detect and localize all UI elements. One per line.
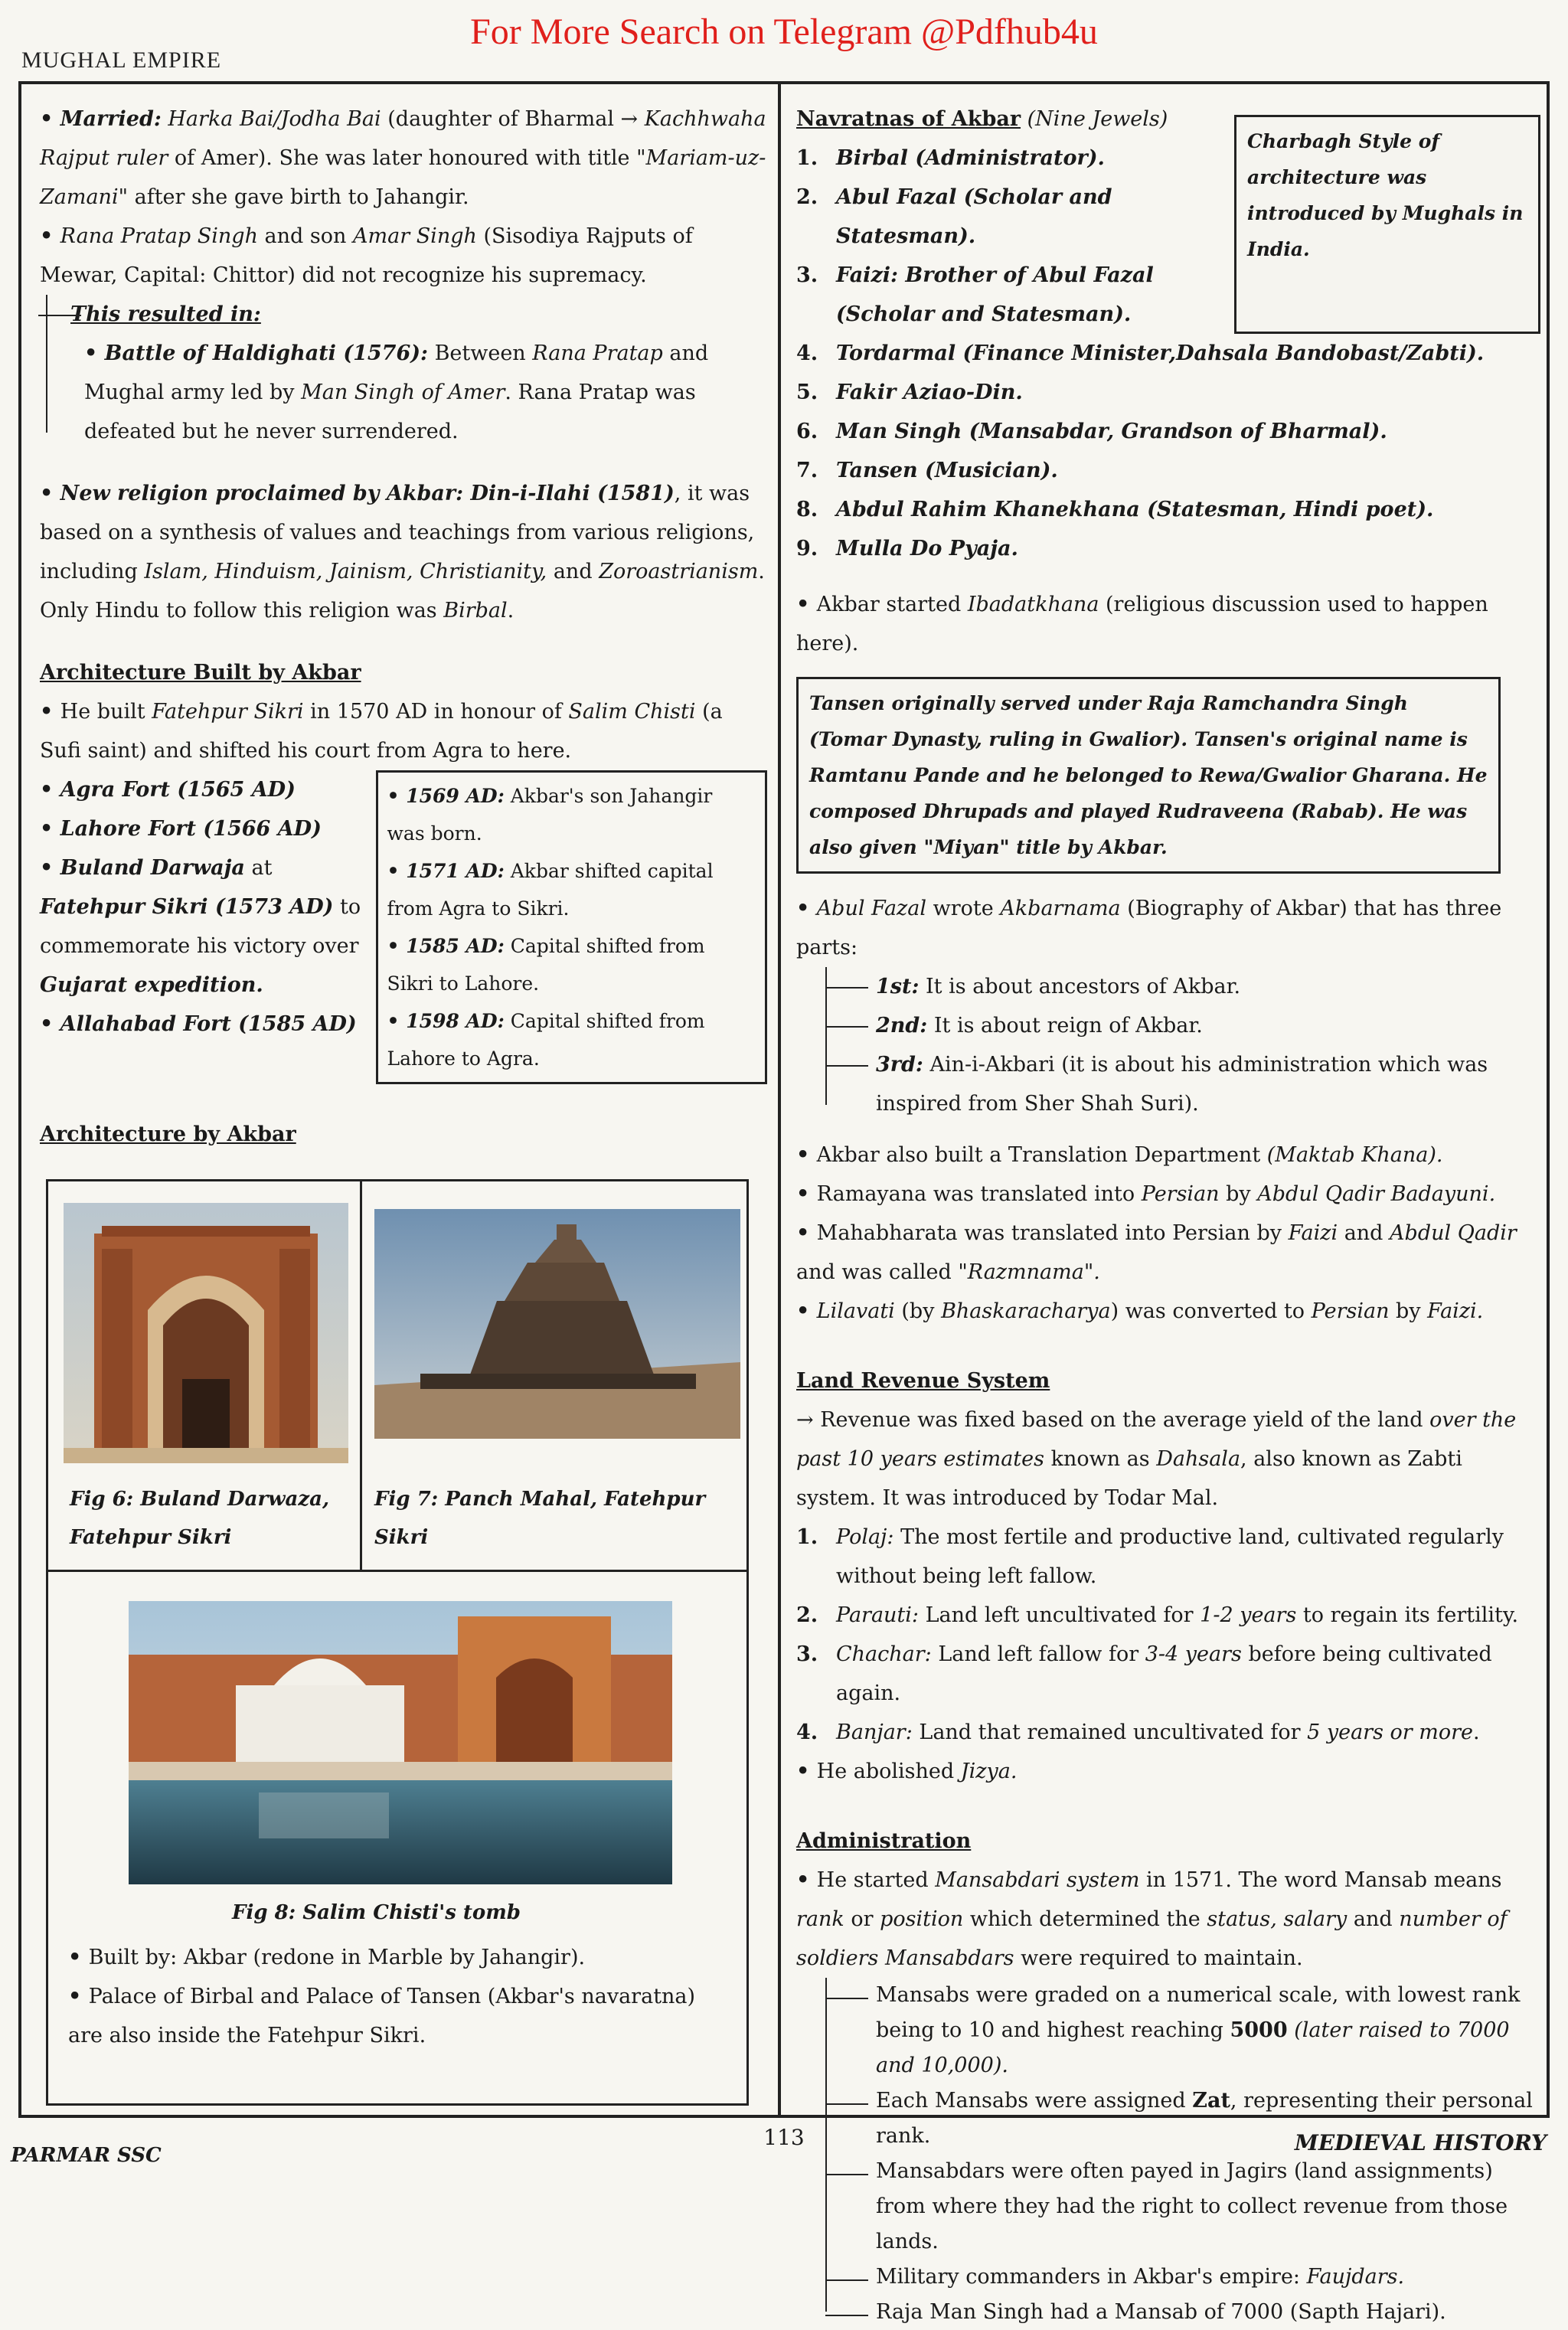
mansab-node [853,2295,1540,2330]
telegram-banner: For More Search on Telegram @Pdfhub4u [470,11,1098,52]
fig6-caption: Fig 6: Buland Darwaza, Fatehpur Sikri [70,1488,330,1549]
jizya-t1: He abolished [816,1760,961,1783]
land-years: 1-2 years [1200,1603,1297,1627]
lilavati-author: Bhaskaracharya [941,1299,1111,1323]
node-t1: Mansabdars were often payed in Jagirs (land assignments) from where they had the right to collect revenue from those lands. [876,2159,1508,2253]
navratna-item [796,139,1223,178]
navratna-item [796,412,1540,451]
ramayana-t2: by [1219,1182,1258,1206]
timeline-year: 1585 AD: [406,935,505,957]
religion-t1: , it was based on a synthesis of values and teachings from various religions, including [40,482,755,583]
translation-para [796,1136,1540,1175]
timeline-year: 1569 AD: [406,785,505,807]
land-years: 5 years or more [1307,1721,1474,1744]
item-number: 9. [796,537,818,560]
timeline-text: Akbar shifted capital from Agra to Sikri. [387,860,714,920]
item-number: 2. [796,1603,818,1627]
lilavati-name: Lilavati [816,1299,895,1323]
part-text: It is about reign of Akbar. [927,1014,1203,1038]
timeline-item [387,1002,756,1077]
node-i: Faujdars. [1306,2265,1405,2289]
married-label: Married: [60,107,162,131]
item-number: 7. [796,459,818,482]
item-text: Tansen (Musician). [836,459,1058,482]
timeline-item [387,927,756,1002]
resulted-node [66,295,767,334]
kachhwaha: Kachhwaha Rajput ruler [40,107,766,170]
fig7-caption: Fig 7: Panch Mahal, Fatehpur Sikri [374,1488,706,1549]
akbarnama-author: Abul Fazal [816,897,927,920]
navratna-item [796,178,1223,256]
built-by-note: • Built by: Akbar (redone in Marble by Jahangir). [68,1938,727,1977]
land-types [796,1518,1540,1752]
item-text: Abdul Rahim Khanekhana (Statesman, Hindi poet). [836,498,1434,521]
part-text: It is about ancestors of Akbar. [919,975,1241,998]
navratnas-sub: (Nine Jewels) [1021,107,1168,131]
married-t2: of Amer). She was later honoured with title [168,146,637,170]
right-column [796,100,1540,2330]
figure-grid [46,1179,749,2106]
mb-n1: Faizi [1288,1221,1338,1245]
footer-publisher: PARMAR SSC [11,2144,162,2167]
fig6-cell [48,1181,362,1572]
lilavati-para [796,1292,1540,1331]
navratnas-top [796,100,1540,334]
mansab-t5: and [1347,1907,1400,1931]
religion-t3: . Only Hindu to follow this religion was [40,560,765,623]
item-number: 4. [796,341,818,365]
akbarnama-book: Akbarnama [1000,897,1121,920]
navratna-item [796,334,1540,373]
dahsala: Dahsala [1156,1447,1241,1471]
married-names: Harka Bai/Jodha Bai [168,107,381,131]
amar-name: Amar Singh [353,224,477,248]
item-number: 4. [796,1721,818,1744]
ibadat-t1: Akbar started [816,593,968,616]
mansab-t7: were required to maintain. [1014,1946,1303,1970]
land-name: Chachar: [836,1642,932,1666]
timeline-item [387,777,756,852]
item-number: 8. [796,498,818,521]
land-t3: , also known as Zabti system. It was introduced by Todar Mal. [796,1447,1462,1510]
akbarnama-t1: wrote [926,897,1001,920]
haldighati-t2: and Mughal army led by [84,341,709,404]
node-i: (later raised to 7000 and 10,000). [876,2018,1510,2077]
rana-para [40,217,767,295]
timeline-text: Akbar's son Jahangir was born. [387,785,713,845]
node-t1: Each Mansabs were assigned [876,2089,1193,2113]
buland-t1: at [244,856,273,880]
land-years: 3-4 years [1145,1642,1242,1666]
land-name: Banjar: [836,1721,913,1744]
mansab-node [853,1978,1540,2083]
fort-item: • Agra Fort (1565 AD) [40,770,364,809]
haldighati-ms: Man Singh of Amer [301,381,505,404]
item-number: 5. [796,381,818,404]
footer-subject: MEDIEVAL HISTORY [1294,2130,1547,2155]
navratnas-heading: Navratnas of Akbar [796,107,1021,131]
akbarnama-parts [819,967,1540,1123]
land-revenue-heading: Land Revenue System [796,1369,1050,1393]
akbarnama-part [853,1045,1540,1123]
mansab-position: position [880,1907,964,1931]
navratnas-block [796,100,1223,334]
resulted-label: This resulted in: [70,302,261,326]
land-text2: before being cultivated again. [836,1642,1492,1705]
fatehpur-t3: (a Sufi saint) and shifted his court from Agra to here. [40,700,723,763]
salim-chisti: Salim Chisti [568,700,696,724]
timeline-year: 1598 AD: [406,1010,505,1032]
land-type [796,1713,1540,1752]
timeline-item [387,852,756,927]
ramayana-translator: Abdul Qadir Badayuni. [1257,1182,1496,1206]
item-number: 3. [796,263,818,287]
panch-mahal-image [374,1209,740,1439]
item-number: 1. [796,146,818,170]
node-b: Zat [1192,2089,1230,2113]
fatehpur-t2: in 1570 AD in honour of [303,700,569,724]
buland-t2: to commemorate his victory over [40,895,361,958]
node-t1: Raja Man Singh had a Mansab of 7000 (Sapth Hajari). [876,2300,1446,2324]
land-text: The most fertile and productive land, cultivated regularly without being left fallow. [836,1525,1504,1588]
navratna-item [796,256,1223,334]
jizya-name: Jizya. [960,1760,1018,1783]
mb-n2: Abdul Qadir [1390,1221,1517,1245]
mansab-t2: in 1571. The word Mansab means [1139,1868,1502,1892]
item-text: Man Singh (Mansabdar, Grandson of Bharmal). [836,420,1387,443]
mansab-status: status, salary [1207,1907,1348,1931]
timeline-year: 1571 AD: [406,860,505,882]
node-t2 [1288,2018,1295,2042]
buland-darwaza-image [64,1203,348,1463]
item-text: Abul Fazal (Scholar and Statesman). [836,185,1112,248]
married-t3: after she gave birth to Jahangir. [128,185,469,209]
religion-label: New religion proclaimed by Akbar: Din-i-Ilahi (1581) [60,482,675,505]
mahabharata-para [796,1214,1540,1292]
timeline-text: Capital shifted from Lahore to Agra. [387,1010,705,1070]
ibadat-name: Ibadatkhana [967,593,1099,616]
land-type [796,1635,1540,1713]
akbarnama-t2: (Biography of Akbar) that has three parts: [796,897,1502,959]
religion-zor: Zoroastrianism [599,560,759,583]
religion-list: Islam, Hinduism, Jainism, Christianity, [144,560,547,583]
part-label: 2nd: [876,1014,928,1038]
item-number: 1. [796,1525,818,1549]
part-label: 3rd: [876,1053,923,1077]
mansab-node [853,2154,1540,2260]
item-text: Birbal (Administrator). [836,146,1105,170]
allahabad-fort: • Allahabad Fort (1585 AD) [40,1005,364,1044]
tansen-box: Tansen originally served under Raja Ramchandra Singh (Tomar Dynasty, ruling in Gwalior). Tansen's original name is Ramtanu Pande and he belonged to Rewa/Gwalior Gharana. He composed Dhrupads and played Rudraveena (Rabab). He was also given "Miyan" title by Akbar. [796,677,1501,874]
charbagh-box: Charbagh Style of architecture was introduced by Mughals in India. [1234,115,1540,334]
haldighati-rp: Rana Pratap [532,341,663,365]
rana-t2: (Sisodiya Rajputs of Mewar, Capital: Chittor) did not recognize his supremacy. [40,224,693,287]
ramayana-para [796,1175,1540,1214]
translation-t1: Akbar also built a Translation Department [816,1143,1267,1167]
mansab-para [796,1861,1540,1978]
node-b: 5000 [1230,2018,1288,2042]
palace-note: • Palace of Birbal and Palace of Tansen (Akbar's navaratna) are also inside the Fatehpur Sikri. [68,1977,727,2055]
lilavati-t3: by [1389,1299,1428,1323]
land-intro [796,1400,1540,1518]
item-text: Fakir Aziao-Din. [836,381,1023,404]
item-number: 3. [796,1642,818,1666]
running-head: MUGHAL EMPIRE [21,47,222,73]
land-type [796,1596,1540,1635]
land-t1: → Revenue was fixed based on the average yield of the land [796,1408,1430,1432]
land-type [796,1518,1540,1596]
religion-para [40,474,767,630]
part-label: 1st: [876,975,920,998]
item-text: Tordarmal (Finance Minister,Dahsala Bandobast/Zabti). [836,341,1485,365]
navratna-item [796,490,1540,529]
fig7-cell [362,1181,749,1572]
lilavati-t1: (by [894,1299,942,1323]
administration-heading: Administration [796,1829,972,1853]
item-text: Mulla Do Pyaja. [836,537,1018,560]
timeline-text: Capital shifted from Sikri to Lahore. [387,935,705,995]
navratna-item [796,373,1540,412]
land-name: Polaj: [836,1525,894,1549]
akbarnama-part [853,967,1540,1006]
land-t2: known as [1044,1447,1157,1471]
forts-list [40,770,364,1084]
mansab-t1: He started [816,1868,936,1892]
mariam-title: "Mariam-uz-Zamani" [40,146,766,209]
mansab-system: Mansabdari system [935,1868,1140,1892]
mansab-rank: rank [796,1907,844,1931]
land-text: Land left fallow for [931,1642,1145,1666]
timeline-box [376,770,767,1084]
buland-para [40,848,364,1005]
fatehpur-name: Fatehpur Sikri [152,700,304,724]
navratna-item [796,529,1540,568]
land-text: Land left uncultivated for [919,1603,1200,1627]
mansab-node [853,2260,1540,2295]
item-number: 2. [796,185,818,209]
religion-t4: . [507,599,514,623]
married-t1: (daughter of Bharmal → [381,107,645,131]
ibadatkhana-para [796,585,1540,663]
fatehpur-t1: He built [60,700,152,724]
page-number: 113 [763,2125,805,2150]
akbarnama-part [853,1006,1540,1045]
fatehpur-para [40,692,767,770]
node-t2: , representing their personal rank. [876,2089,1533,2148]
mansabdars: Mansabdars [885,1946,1014,1970]
ramayana-t1: Ramayana was translated into [816,1182,1142,1206]
fort-item: • Lahore Fort (1566 AD) [40,809,364,848]
lilavati-t2: ) was converted to [1110,1299,1312,1323]
haldighati-para [66,334,767,451]
razmnama: "Razmnama". [958,1260,1100,1284]
religion-birbal: Birbal [443,599,508,623]
religion-t2: and [547,560,599,583]
land-text2: to regain its fertility. [1296,1603,1519,1627]
ibadat-t2: (religious discussion used to happen here). [796,593,1488,655]
haldighati-t1: Between [427,341,533,365]
rana-name: Rana Pratap Singh [60,224,258,248]
jizya-para [796,1752,1540,1791]
fig8-cell [48,1572,749,2106]
mb-t1: Mahabharata was translated into Persian by [816,1221,1289,1245]
mb-t3: and was called [796,1260,959,1284]
land-text: Land that remained uncultivated for [912,1721,1308,1744]
haldighati-label: Battle of Haldighati (1576): [104,341,428,365]
node-t1: Military commanders in Akbar's empire: [876,2265,1307,2289]
land-text2: . [1473,1721,1480,1744]
mansab-t6 [878,1946,885,1970]
lilavati-lang: Persian [1311,1299,1390,1323]
node-t1: Mansabs were graded on a numerical scale, with lowest rank being to 10 and highest reaching [876,1983,1521,2042]
architecture-heading: Architecture Built by Akbar [40,661,361,685]
married-para [40,100,767,217]
lilavati-by: Faizi. [1427,1299,1484,1323]
navratna-item [796,451,1540,490]
item-number: 6. [796,420,818,443]
buland-fs: Fatehpur Sikri (1573 AD) [40,895,334,919]
buland-label: Buland Darwaja [60,856,245,880]
forts-and-timeline [40,770,767,1084]
akbarnama-para [796,889,1540,967]
fig8-notes [68,1938,727,2055]
buland-gj: Gujarat expedition. [40,973,263,997]
land-name: Parauti: [836,1603,920,1627]
resulted-tree [40,295,767,451]
mansab-soldiers: number of soldiers [796,1907,1508,1970]
mansab-t4: which determined the [963,1907,1207,1931]
part-text: Ain-i-Akbari (it is about his administration which was inspired from Sher Shah Suri). [876,1053,1488,1116]
navratnas-heading-line [796,100,1223,139]
land-it: over the past 10 years estimates [796,1408,1517,1471]
architecture-by-heading: Architecture by Akbar [40,1123,296,1146]
mansab-t3: or [844,1907,880,1931]
left-column [40,100,767,1154]
rana-t1: and son [257,224,353,248]
navratnas-list-cont [796,334,1540,568]
ramayana-lang: Persian [1141,1182,1220,1206]
haldighati-t3: . Rana Pratap was defeated but he never surrendered. [84,381,696,443]
mb-t2: and [1338,1221,1390,1245]
item-text: Faizi: Brother of Abul Fazal (Scholar and Statesman). [836,263,1154,326]
column-divider [778,81,781,2118]
maktab-khana: (Maktab Khana). [1266,1143,1443,1167]
navratnas-list [796,139,1223,334]
salim-chisti-tomb-image [129,1601,672,1884]
fig8-caption: Fig 8: Salim Chisti's tomb [232,1901,521,1924]
